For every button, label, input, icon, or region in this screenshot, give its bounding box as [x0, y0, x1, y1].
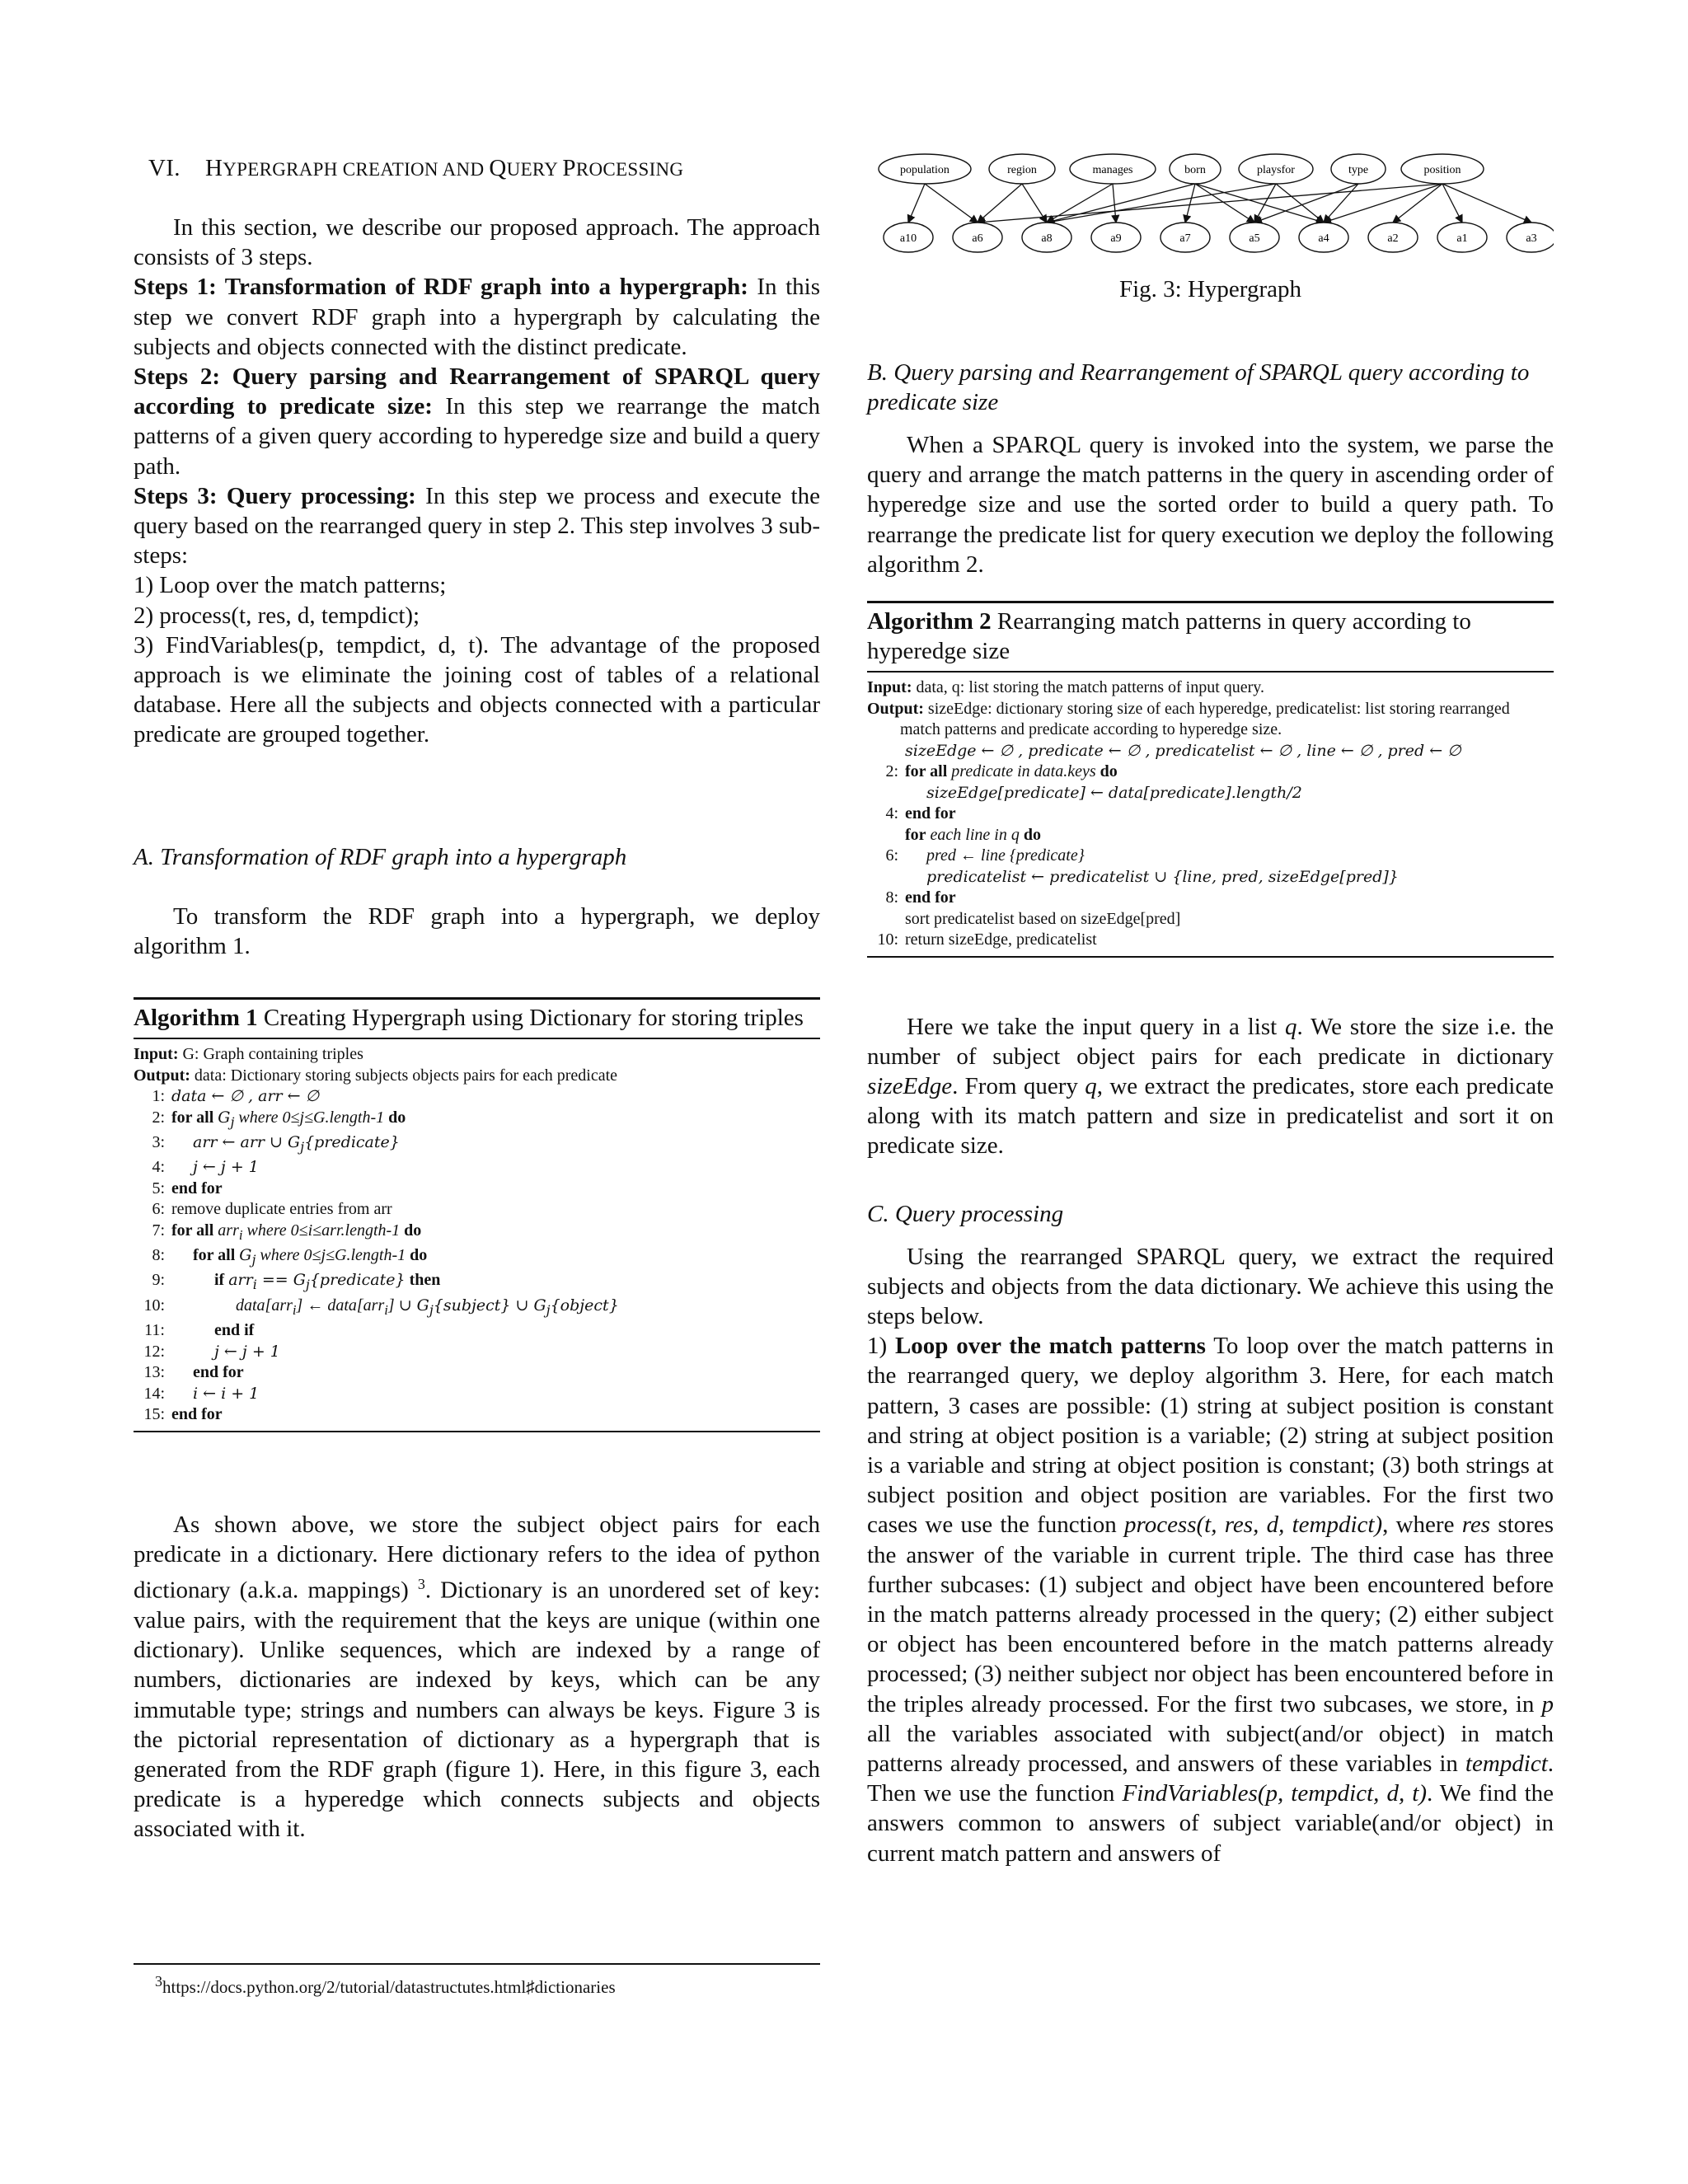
predicate-node	[1239, 154, 1313, 184]
algorithm-1-title: Algorithm 1 Creating Hypergraph using Dictionary for storing triples	[134, 1000, 820, 1039]
algorithm-2-line	[867, 741, 1554, 762]
algorithm-2-line	[867, 846, 1554, 867]
hyperedge-arrow	[978, 184, 1022, 223]
hyperedge-arrow	[1113, 184, 1116, 223]
line-text: j ← j + 1	[193, 1158, 259, 1177]
line-text: end for	[171, 1405, 223, 1424]
svg-text:a6: a6	[972, 232, 983, 245]
svg-text:born: born	[1184, 164, 1206, 176]
algorithm-1	[134, 997, 820, 1432]
line-number: 13:	[143, 1363, 165, 1382]
intro-paragraph: In this section, we describe our proposed approach. The approach consists of 3 steps.	[134, 214, 820, 271]
svg-text:a5: a5	[1249, 232, 1260, 245]
line-text: return sizeEdge, predicatelist	[905, 930, 1097, 949]
line-text: end for	[193, 1363, 244, 1382]
algorithm-1-line	[134, 1404, 820, 1426]
line-text: for all $G_j$ where 0≤j≤G.length-1 do	[171, 1108, 406, 1130]
hyperedge-arrow	[925, 184, 978, 223]
svg-text:a4: a4	[1318, 232, 1329, 245]
hyperedge-arrow	[1276, 184, 1324, 223]
line-number: 4:	[152, 1158, 165, 1177]
line-number: 4:	[885, 804, 898, 823]
algorithm-2-line	[867, 762, 1554, 783]
line-number: 6:	[885, 846, 898, 865]
algorithm-2-output: Output: sizeEdge: dictionary storing size of each hyperedge, predicatelist: list storing rearranged match patterns and predicate according to hyperedge size.	[867, 699, 1510, 739]
algorithm-1-line	[134, 1296, 820, 1321]
predicate-node	[1070, 154, 1156, 184]
hyperedge-arrow	[1393, 184, 1442, 223]
line-number: 2:	[152, 1108, 165, 1127]
algorithm-1-line	[134, 1342, 820, 1363]
line-number: 12:	[143, 1342, 165, 1361]
line-number	[867, 825, 905, 846]
footnote: $^3$https://docs.python.org/2/tutorial/datastructutes.html♯dictionaries	[134, 1963, 820, 1998]
line-text: sizeEdge[predicate] ← data[predicate].length/2	[926, 783, 1302, 802]
line-text: end for	[171, 1179, 223, 1197]
svg-text:a10: a10	[899, 232, 917, 245]
entity-node	[1091, 223, 1141, 252]
step1-paragraph: Steps 1: Transformation of RDF graph into a hypergraph: In this step we convert RDF graph into a hypergraph by calculating the subjects and objects connected with the distinct predicate.	[134, 274, 820, 360]
algorithm-1-line	[134, 1384, 820, 1405]
svg-text:a1: a1	[1456, 232, 1468, 245]
line-text: for all predicate in data.keys do	[905, 762, 1118, 781]
line-text: data ← ∅ , arr ← ∅	[171, 1087, 320, 1106]
algorithm-2-explanation: Here we take the input query in a list q. We store the size i.e. the number of subject object pairs for each predicate in dictionary sizeEdge. From query q, we extract the predicates, store each predicate along with its match pattern and size in predicatelist and sort it on predicate size.	[867, 1013, 1554, 1160]
algorithm-2-line	[867, 909, 1554, 930]
predicate-node	[1331, 154, 1386, 184]
line-text: for all $G_j$ where 0≤j≤G.length-1 do	[193, 1246, 428, 1268]
algorithm-1-line	[134, 1157, 820, 1179]
algorithm-1-line	[134, 1270, 820, 1295]
algorithm-1-line	[134, 1245, 820, 1270]
line-number: 1:	[152, 1087, 165, 1106]
substep-2: 2) process(t, res, d, tempdict);	[134, 602, 420, 629]
line-number: 6:	[152, 1200, 165, 1219]
algorithm-2-line	[867, 825, 1554, 846]
line-number: 7:	[152, 1221, 165, 1240]
svg-text:position: position	[1423, 164, 1461, 176]
svg-text:population: population	[900, 164, 950, 176]
line-number: 2:	[885, 762, 898, 781]
algorithm-1-line	[134, 1199, 820, 1221]
hyperedge-arrow	[1442, 184, 1531, 223]
line-text: sort predicatelist based on sizeEdge[pred]	[905, 909, 1181, 928]
step3-paragraph: Steps 3: Query processing: In this step we process and execute the query based on the rearranged query in step 2. This step involves 3 sub-steps:	[134, 482, 820, 569]
subsection-b-text: When a SPARQL query is invoked into the system, we parse the query and arrange the match patterns in the query in ascending order of hyperedge size and use the sorted order to build a query path. To rearrange the predicate list for query execution we deploy the following algorithm 2.	[867, 432, 1554, 578]
line-text: end for	[905, 888, 956, 907]
entity-node	[1299, 223, 1348, 252]
dictionary-paragraph: As shown above, we store the subject object pairs for each predicate in a dictionary. Here dictionary refers to the idea of python dictionary (a.k.a. mappings) $^3$. Dictionary is an unordered set of key: value pairs, with the requirement that the keys are unique (within one dictionary). Unlike sequences, which are indexed by a range of numbers, dictionaries are indexed by keys, which can be any immutable type; strings and numbers can always be keys. Figure 3 is the pictorial representation of dictionary as a hypergraph that is generated from the RDF graph (figure 1). Here, in this figure 3, each predicate is a hyperedge which connects subjects and objects associated with it.	[134, 1511, 820, 1843]
line-text: pred ← line {predicate}	[926, 846, 1085, 865]
algorithm-1-line	[134, 1108, 820, 1132]
algorithm-1-line	[134, 1179, 820, 1200]
hyperedge-arrow	[908, 184, 925, 223]
line-text: end for	[905, 804, 956, 823]
line-number: 10:	[877, 930, 898, 949]
line-number	[867, 783, 905, 804]
subsection-b-title: B. Query parsing and Rearrangement of SPARQL query according to predicate size	[867, 359, 1530, 415]
algorithm-2-line	[867, 930, 1554, 951]
algorithm-1-line	[134, 1221, 820, 1246]
subsection-a-title: A. Transformation of RDF graph into a hypergraph	[134, 843, 627, 870]
line-text: i ← i + 1	[193, 1384, 260, 1403]
algorithm-2-lines	[867, 741, 1554, 951]
footnote-url: https://docs.python.org/2/tutorial/datastructutes.html♯dictionaries	[162, 1977, 616, 1997]
algorithm-2-line	[867, 867, 1554, 888]
algorithm-2-body	[867, 673, 1554, 956]
algorithm-2-input: Input: data, q: list storing the match patterns of input query.	[867, 678, 1264, 697]
predicate-node	[989, 154, 1055, 184]
line-text: arr ← arr ∪ $G_j\{predicate\}$	[193, 1132, 400, 1155]
svg-text:type: type	[1348, 164, 1369, 176]
line-text: sizeEdge ← ∅ , predicate ← ∅ , predicatelist ← ∅ , line ← ∅ , pred ← ∅	[905, 741, 1461, 760]
line-number	[867, 909, 905, 930]
algorithm-2-line	[867, 804, 1554, 825]
algorithm-1-line	[134, 1320, 820, 1342]
substep-1: 1) Loop over the match patterns;	[134, 572, 447, 599]
line-number	[867, 741, 905, 762]
algorithm-2-line	[867, 783, 1554, 804]
entity-node	[1368, 223, 1418, 252]
line-number: 11:	[144, 1321, 165, 1340]
line-text: for all arr$_i$ where 0≤i≤arr.length-1 do	[171, 1221, 422, 1243]
hypergraph-diagram	[867, 145, 1554, 260]
svg-text:manages: manages	[1092, 164, 1133, 176]
line-text: for each line in q do	[905, 825, 1041, 844]
line-number: 15:	[143, 1405, 165, 1424]
svg-text:a3: a3	[1526, 232, 1537, 245]
line-text: data[arr$_i$] ← data[arr$_i$] ∪ $G_j\{subject\}$ ∪ $G_j\{object\}$	[236, 1296, 619, 1318]
algorithm-1-line	[134, 1086, 820, 1108]
svg-text:a7: a7	[1179, 232, 1191, 245]
algorithm-1-output: Output: data: Dictionary storing subjects objects pairs for each predicate	[134, 1066, 618, 1085]
subsection-a-text: To transform the RDF graph into a hypergraph, we deploy algorithm 1.	[134, 902, 820, 959]
subsection-c-text: Using the rearranged SPARQL query, we extract the required subjects and objects from the data dictionary. We achieve this using the steps below.	[867, 1243, 1554, 1329]
right-column	[867, 145, 1554, 1868]
svg-text:a2: a2	[1387, 232, 1399, 245]
loop-paragraph: 1) Loop over the match patterns To loop over the match patterns in the rearranged query, we deploy algorithm 3. Here, for each match pattern, 3 cases are possible: (1) string at subject position is constant and string at object position is a variable; (2) string at subject position is a variable and string at object position is constant; (3) both strings at subject position and object position are variables. For the first two cases we use the function process(t, res, d, tempdict), where res stores the answer of the variable in current triple. The third case has three further subcases: (1) subject and object have been encountered before in the match patterns already processed in the query; (2) either subject or object has been encountered before in the match patterns already processed; (3) neither subject nor object has been encountered before in the triples already processed. For the first two subcases, we store, in p all the variables associated with subject(and/or object) in match patterns already processed, and answers of these variables in tempdict. Then we use the function FindVariables(p, tempdict, d, t). We find the answers common to answers of subject variable(and/or object) in current match pattern and answers of	[867, 1333, 1554, 1867]
line-number: 8:	[885, 888, 898, 907]
entity-node	[1022, 223, 1071, 252]
algorithm-2-title: Algorithm 2 Rearranging match patterns in query according to hyperedge size	[867, 603, 1554, 673]
svg-text:region: region	[1007, 164, 1037, 176]
predicate-node	[1170, 154, 1221, 184]
predicate-node	[879, 154, 971, 184]
hyperedge-arrow	[1047, 184, 1195, 223]
entity-node	[1230, 223, 1279, 252]
line-number: 14:	[143, 1384, 165, 1403]
line-text: predicatelist ← predicatelist ∪ {line, pred, sizeEdge[pred]}	[926, 867, 1399, 886]
line-text: j ← j + 1	[214, 1342, 280, 1361]
entity-node	[953, 223, 1002, 252]
substep-3: 3) FindVariables(p, tempdict, d, t). The advantage of the proposed approach is we eliminate the joining cost of tables of a relational database. Here all the subjects and objects connected with a particular predicate are grouped together.	[134, 631, 820, 748]
hyperedge-arrow	[1442, 184, 1462, 223]
svg-text:playsfor: playsfor	[1257, 164, 1295, 176]
section-number: VI.	[148, 155, 181, 181]
algorithm-1-line	[134, 1132, 820, 1157]
line-number: 8:	[152, 1246, 165, 1265]
hyperedge-arrow	[978, 184, 1442, 223]
predicate-node	[1401, 154, 1484, 184]
hyperedge-arrow	[1185, 184, 1195, 223]
svg-text:a9: a9	[1110, 232, 1122, 245]
subsection-c-title: C. Query processing	[867, 1200, 1064, 1227]
entity-node	[1437, 223, 1487, 252]
line-text: end if	[214, 1321, 255, 1340]
hypergraph-figure	[867, 145, 1554, 303]
algorithm-1-lines	[134, 1086, 820, 1426]
line-number: 5:	[152, 1179, 165, 1197]
figure-caption: Fig. 3: Hypergraph	[1119, 276, 1301, 302]
algorithm-1-line	[134, 1362, 820, 1384]
entity-node	[884, 223, 933, 252]
entity-node	[1507, 223, 1554, 252]
hyperedge-arrow	[1047, 184, 1276, 223]
section-title: HYPERGRAPH CREATION AND QUERY PROCESSING	[204, 155, 684, 181]
entity-node	[1160, 223, 1210, 252]
algorithm-2-line	[867, 888, 1554, 909]
algorithm-1-input: Input: G: Graph containing triples	[134, 1045, 363, 1064]
left-column	[134, 124, 820, 1844]
line-number: 3:	[152, 1132, 165, 1151]
line-number: 9:	[152, 1271, 165, 1290]
line-text: if $arr_i == G_j\{predicate\}$ then	[214, 1271, 441, 1293]
algorithm-1-body	[134, 1039, 820, 1431]
line-number	[867, 867, 905, 888]
step2-paragraph: Steps 2: Query parsing and Rearrangement of SPARQL query according to predicate size: In this step we rearrange the match patterns of a given query according to hyperedge size and build a query path.	[134, 363, 820, 480]
line-number: 10:	[143, 1296, 165, 1315]
line-text: remove duplicate entries from arr	[171, 1200, 392, 1219]
svg-text:a8: a8	[1041, 232, 1053, 245]
section-heading	[134, 153, 820, 185]
algorithm-2	[867, 601, 1554, 958]
